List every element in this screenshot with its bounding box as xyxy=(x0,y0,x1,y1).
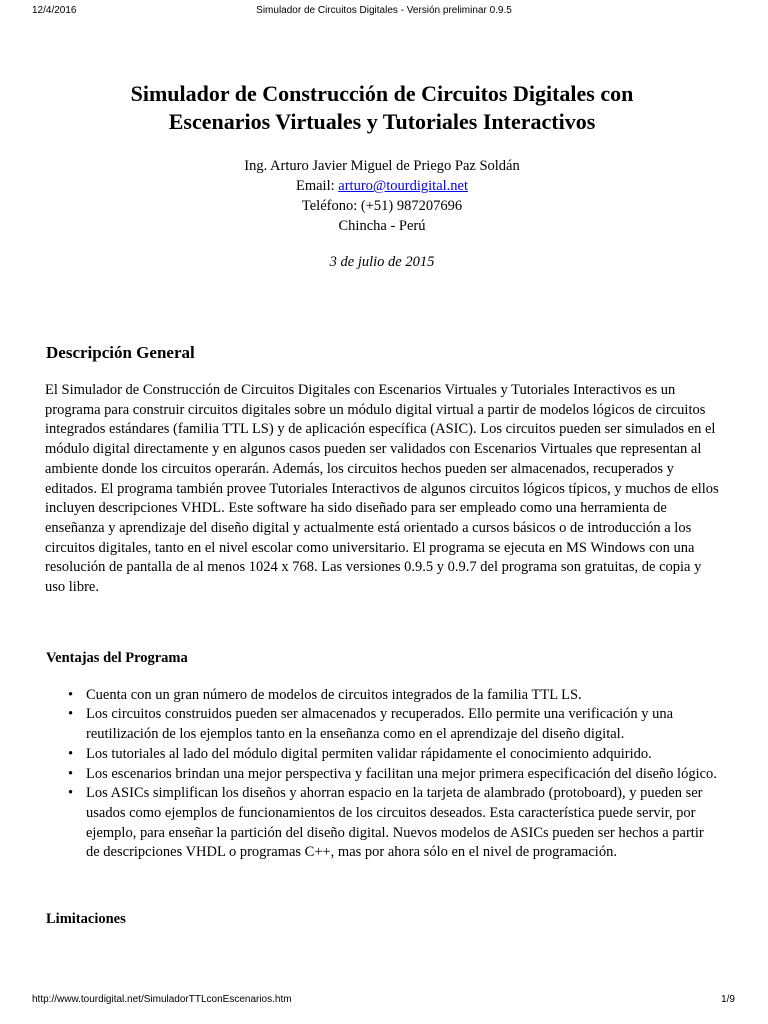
email-label: Email: xyxy=(295,178,339,194)
bullet-icon: • xyxy=(68,745,74,762)
print-page-title: Simulador de Circuitos Digitales - Versión preliminar 0.9.5 xyxy=(256,5,512,16)
print-header xyxy=(0,0,768,18)
section-heading-limitaciones: Limitaciones xyxy=(46,911,126,928)
bullet-icon: • xyxy=(68,706,74,723)
list-item xyxy=(68,686,718,706)
document-title xyxy=(46,80,718,136)
bullet-icon: • xyxy=(68,765,74,782)
descripcion-paragraph: El Simulador de Construcción de Circuitos Digitales con Escenarios Virtuales y Tutoriales Interactivos es un programa para construir circuitos digitales sobre un módulo digital virtual a partir de modelos lógicos de circuitos integrados estándares (familia TTL LS) y de aplicación específica (ASIC). Los circuitos pueden ser simulados en el módulo digital directamente y en algunos casos pueden ser validados con Escenarios Virtuales que representan al ambiente donde los circuitos operarán. Además, los circuitos hechos pueden ser almacenados, recuperados y editados. El programa también provee Tutoriales Interactivos de algunos circuitos lógicos típicos, y muchos de ellos incluyen descripciones VHDL. Este software ha sido diseñado para ser empleado como una herramienta de enseñanza y aprendizaje del diseño digital y actualmente está orientado a cursos básicos o de introducción a los circuitos digitales, tanto en el nivel escolar como universitario. El programa se ejecuta en MS Windows con una resolución de pantalla de al menos 1024 x 768. Las versiones 0.9.5 y 0.9.7 del programa son gratuitas, de copia y uso libre. xyxy=(45,382,719,596)
author-name: Ing. Arturo Javier Miguel de Priego Paz Soldán xyxy=(244,158,520,174)
email-line xyxy=(46,176,718,196)
list-item-text: Los escenarios brindan una mejor perspectiva y facilitan una mejor primera especificación del diseño lógico. xyxy=(86,765,717,782)
list-item-text: Los ASICs simplifican los diseños y ahorran espacio en la tarjeta de alambrado (protoboard), y pueden ser usados como ejemplos de funcionamientos de los circuitos deseados. Esta característica puede servir, por ejemplo, para enseñar la partición del diseño digital. Nuevos modelos de ASICs pueden ser hechos a partir de descripciones VHDL o programas C++, mas por ahora sólo en el nivel de programación. xyxy=(86,785,704,861)
list-item xyxy=(68,745,718,765)
list-item-text: Los circuitos construidos pueden ser almacenados y recuperados. Ello permite una verificación y una reutilización de los ejemplos tanto en la enseñanza como en el aprendizaje del diseño digital. xyxy=(86,706,674,743)
bullet-icon: • xyxy=(68,785,74,802)
document-title-line-1: Simulador de Construcción de Circuitos Digitales con xyxy=(130,81,634,106)
email-link[interactable]: arturo@tourdigital.net xyxy=(338,178,469,194)
author-block xyxy=(46,156,718,236)
list-item xyxy=(68,784,718,863)
section-heading-descripcion: Descripción General xyxy=(46,343,195,362)
page-number: 1/9 xyxy=(721,994,735,1005)
print-date: 12/4/2016 xyxy=(32,5,77,16)
document-body xyxy=(46,80,718,929)
list-item-text: Cuenta con un gran número de modelos de circuitos integrados de la familia TTL LS. xyxy=(86,686,582,703)
print-footer xyxy=(0,994,768,1010)
document-date: 3 de julio de 2015 xyxy=(329,254,435,270)
footer-url: http://www.tourdigital.net/SimuladorTTLconEscenarios.htm xyxy=(32,994,292,1005)
list-item xyxy=(68,705,718,744)
document-title-line-2: Escenarios Virtuales y Tutoriales Interactivos xyxy=(168,109,596,134)
section-heading-ventajas: Ventajas del Programa xyxy=(46,649,188,666)
bullet-icon: • xyxy=(68,686,74,703)
list-item-text: Los tutoriales al lado del módulo digital permiten validar rápidamente el conocimiento adquirido. xyxy=(86,745,652,762)
location-line: Chincha - Perú xyxy=(338,218,426,234)
list-item xyxy=(68,765,718,785)
ventajas-list xyxy=(46,686,718,863)
phone-line: Teléfono: (+51) 987207696 xyxy=(301,198,463,214)
